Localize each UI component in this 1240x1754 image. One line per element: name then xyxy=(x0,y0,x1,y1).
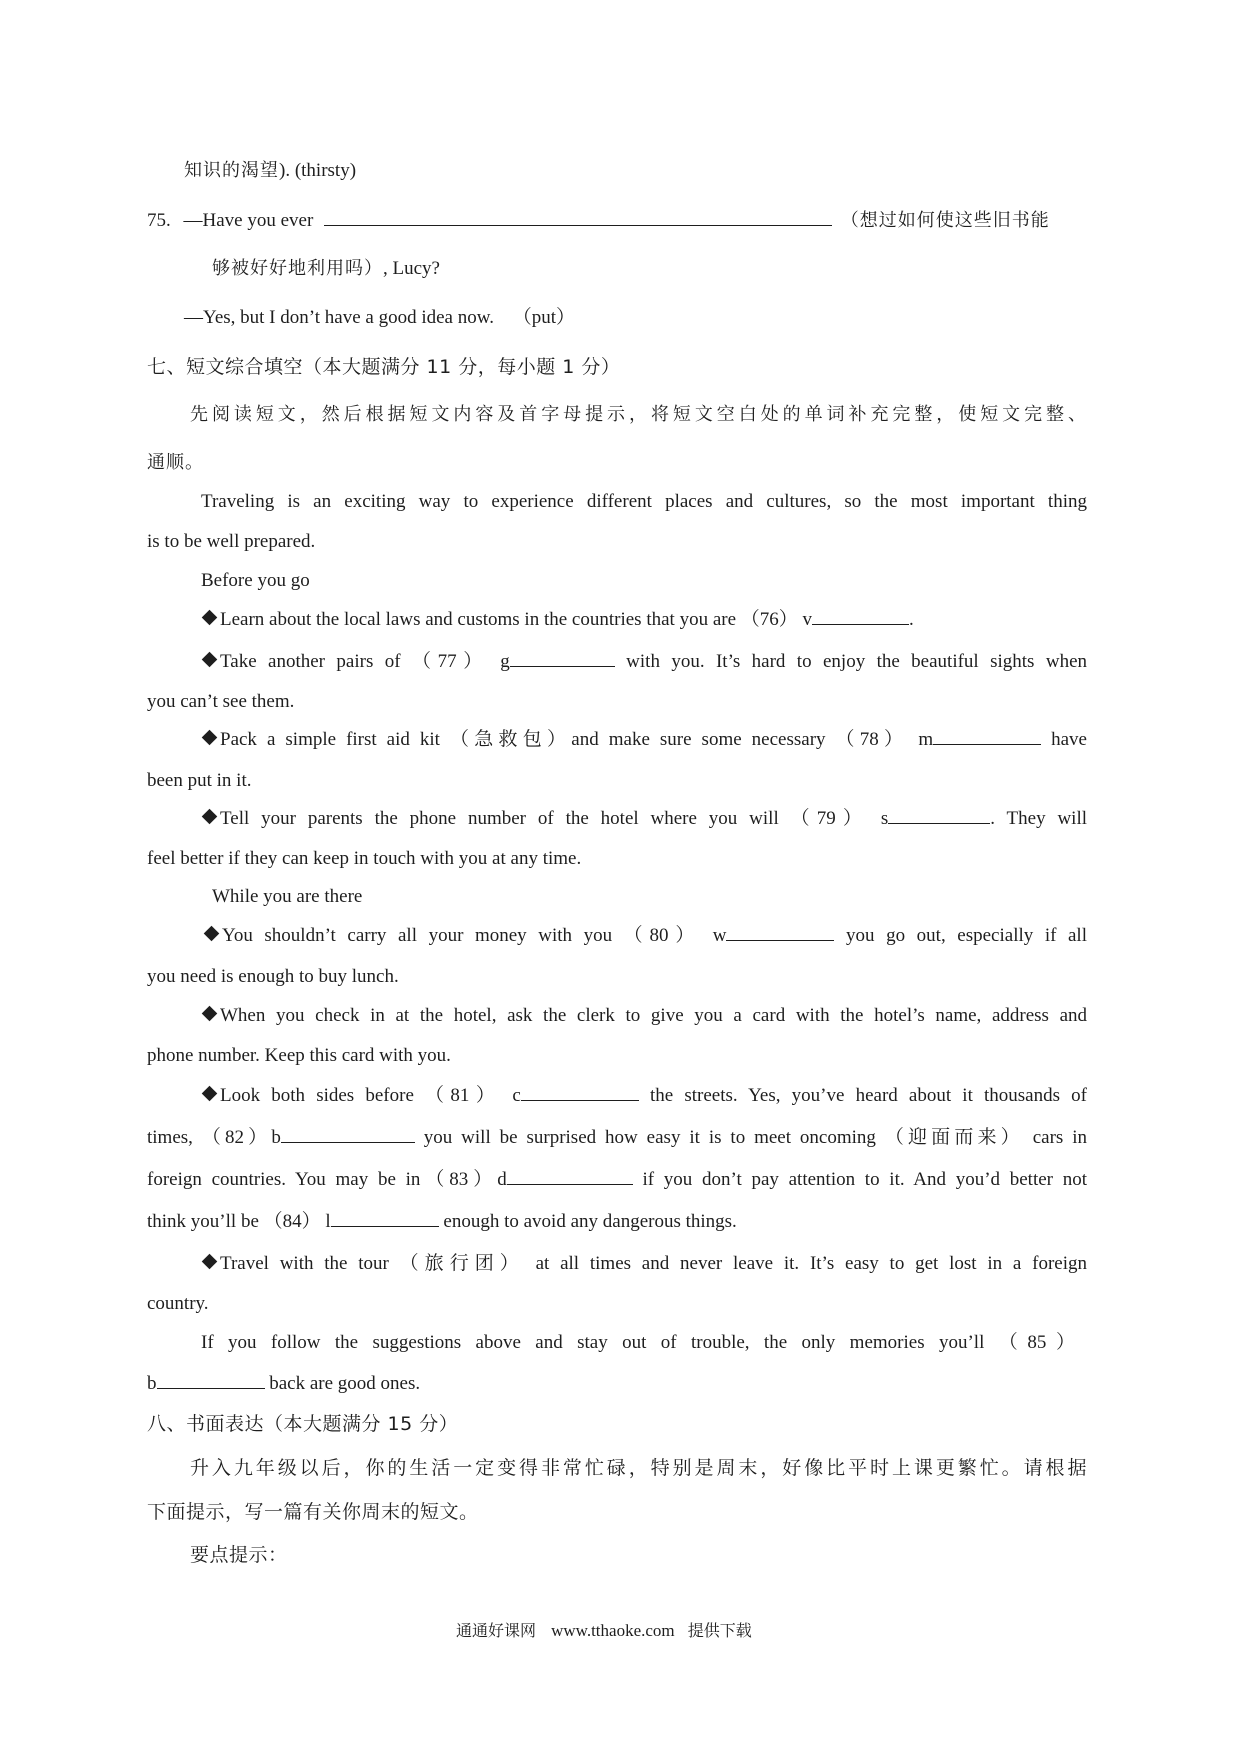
bullet-80-text-b: you go out, especially if all xyxy=(846,925,1087,946)
bullet-81 xyxy=(198,1083,1087,1109)
bullet-83-text-b: if you don’t pay attention to it. And you’d better not xyxy=(642,1169,1087,1190)
bullet-78-text-a: Pack a simple first aid kit （急救包）and make sure some necessary （78） m xyxy=(220,729,934,750)
bullet-78-cont: been put in it. xyxy=(147,770,252,791)
bullet-77-text-b: with you. It’s hard to enjoy the beautiful sights when xyxy=(626,651,1087,672)
q74-tail xyxy=(184,158,356,184)
bullet-79-text-b: . They will xyxy=(990,808,1087,829)
blank-77[interactable] xyxy=(510,649,615,667)
bullet-76-text: Learn about the local laws and customs in the countries that you are （76） v xyxy=(220,609,813,630)
section8-prompt-2: 下面提示，写一篇有关你周末的短文。 xyxy=(147,1501,479,1523)
q75-number: 75. xyxy=(147,210,171,231)
blank-81[interactable] xyxy=(521,1083,639,1101)
section8-title: 八、书面表达（本大题满分 15 分） xyxy=(147,1413,459,1435)
footer xyxy=(456,1618,752,1644)
bullet-hotel-cont: phone number. Keep this card with you. xyxy=(147,1045,451,1066)
bullet-77 xyxy=(198,649,1087,675)
footer-site: 通通好课网 xyxy=(456,1621,537,1640)
diamond-bullet-icon xyxy=(202,1006,218,1022)
bullet-84-text-b: enough to avoid any dangerous things. xyxy=(443,1211,737,1232)
intro-line-1: Traveling is an exciting way to experience different places and cultures, so the most important thing xyxy=(201,491,1087,512)
q75-en-2: , Lucy? xyxy=(383,258,440,279)
bullet-79 xyxy=(198,806,1087,832)
section7-title: 七、短文综合填空（本大题满分 11 分，每小题 1 分） xyxy=(147,356,621,378)
q74-tail-cn: 知识的渴望 xyxy=(184,160,279,181)
blank-79[interactable] xyxy=(888,806,990,824)
q75-cn-2: 够被好好地利用吗） xyxy=(212,258,383,279)
blank-85[interactable] xyxy=(157,1371,265,1389)
section8-prompt-1: 升入九年级以后，你的生活一定变得非常忙碌，特别是周末，好像比平时上课更繁忙。请根据 xyxy=(190,1457,1087,1479)
bullet-76-end: . xyxy=(909,609,914,630)
section7-instruction-1: 先阅读短文，然后根据短文内容及首字母提示，将短文空白处的单词补充完整，使短文完整、 xyxy=(190,404,1087,425)
bullet-84-text-a: think you’ll be （84） l xyxy=(147,1211,331,1232)
bullet-82-text-a: times, （82）b xyxy=(147,1127,281,1148)
bullet-83-text-a: foreign countries. You may be in（83）d xyxy=(147,1169,507,1190)
blank-78[interactable] xyxy=(933,727,1041,745)
bullet-84-line xyxy=(147,1209,737,1235)
section7-instruction-2: 通顺。 xyxy=(147,452,204,473)
blank-76[interactable] xyxy=(812,607,909,625)
bullet-77-cont: you can’t see them. xyxy=(147,691,295,712)
bullet-80 xyxy=(200,923,1087,949)
ending-85-letter: b xyxy=(147,1373,157,1394)
diamond-bullet-icon xyxy=(202,730,218,746)
bullet-77-text-a: Take another pairs of （77） g xyxy=(220,651,510,672)
q75-line1 xyxy=(147,208,1050,234)
bullet-81-text-b: the streets. Yes, you’ve heard about it thousands of xyxy=(650,1085,1087,1106)
diamond-bullet-icon xyxy=(202,809,218,825)
diamond-bullet-icon xyxy=(204,926,220,942)
q75-answer-blank[interactable] xyxy=(324,208,832,226)
bullet-76 xyxy=(198,607,914,633)
bullet-82-line xyxy=(147,1125,1087,1151)
blank-83[interactable] xyxy=(507,1167,633,1185)
diamond-bullet-icon xyxy=(202,1086,218,1102)
ending-line-2 xyxy=(147,1371,420,1397)
q75-cn-1: （想过如何使这些旧书能 xyxy=(840,210,1050,231)
bullet-79-text-a: Tell your parents the phone number of the hotel where you will （79） s xyxy=(220,808,889,829)
bullet-82-text-b: you will be surprised how easy it is to meet oncoming （迎面而来） cars in xyxy=(423,1127,1088,1148)
section8-tips: 要点提示： xyxy=(190,1544,288,1566)
subheading-before: Before you go xyxy=(201,570,310,591)
bullet-81-text-a: Look both sides before （81） c xyxy=(220,1085,521,1106)
blank-82[interactable] xyxy=(281,1125,415,1143)
blank-84[interactable] xyxy=(331,1209,439,1227)
diamond-bullet-icon xyxy=(202,610,218,626)
subheading-while: While you are there xyxy=(212,886,363,907)
footer-suffix: 提供下载 xyxy=(687,1621,752,1640)
q75-reply: —Yes, but I don’t have a good idea now. xyxy=(184,307,494,328)
bullet-79-cont: feel better if they can keep in touch with you at any time. xyxy=(147,848,582,869)
diamond-bullet-icon xyxy=(202,1254,218,1270)
ending-85-text: back are good ones. xyxy=(269,1373,421,1394)
bullet-tour-text: Travel with the tour （旅行团） at all times and never leave it. It’s easy to get lost in a foreign xyxy=(220,1253,1087,1274)
footer-url[interactable]: www.tthaoke.com xyxy=(551,1621,675,1640)
ending-line-1: If you follow the suggestions above and stay out of trouble, the only memories you’ll （85） xyxy=(201,1332,1075,1353)
diamond-bullet-icon xyxy=(202,652,218,668)
bullet-78-text-b: have xyxy=(1051,729,1087,750)
bullet-78 xyxy=(198,727,1087,753)
q75-line3 xyxy=(184,305,575,331)
intro-line-2: is to be well prepared. xyxy=(147,531,316,552)
bullet-hotel xyxy=(198,1003,1087,1029)
bullet-80-text-a: You shouldn’t carry all your money with you （80） w xyxy=(222,925,727,946)
bullet-tour xyxy=(198,1251,1087,1277)
blank-80[interactable] xyxy=(726,923,834,941)
bullet-tour-cont: country. xyxy=(147,1293,209,1314)
q75-line2 xyxy=(212,256,440,282)
bullet-83-line xyxy=(147,1167,1087,1193)
q75-hint: （put） xyxy=(512,307,575,328)
bullet-80-cont: you need is enough to buy lunch. xyxy=(147,966,399,987)
q75-prefix: —Have you ever xyxy=(183,210,314,231)
bullet-hotel-text: When you check in at the hotel, ask the clerk to give you a card with the hotel’s name, address and xyxy=(220,1005,1087,1026)
q74-tail-en: ). (thirsty) xyxy=(279,160,357,181)
